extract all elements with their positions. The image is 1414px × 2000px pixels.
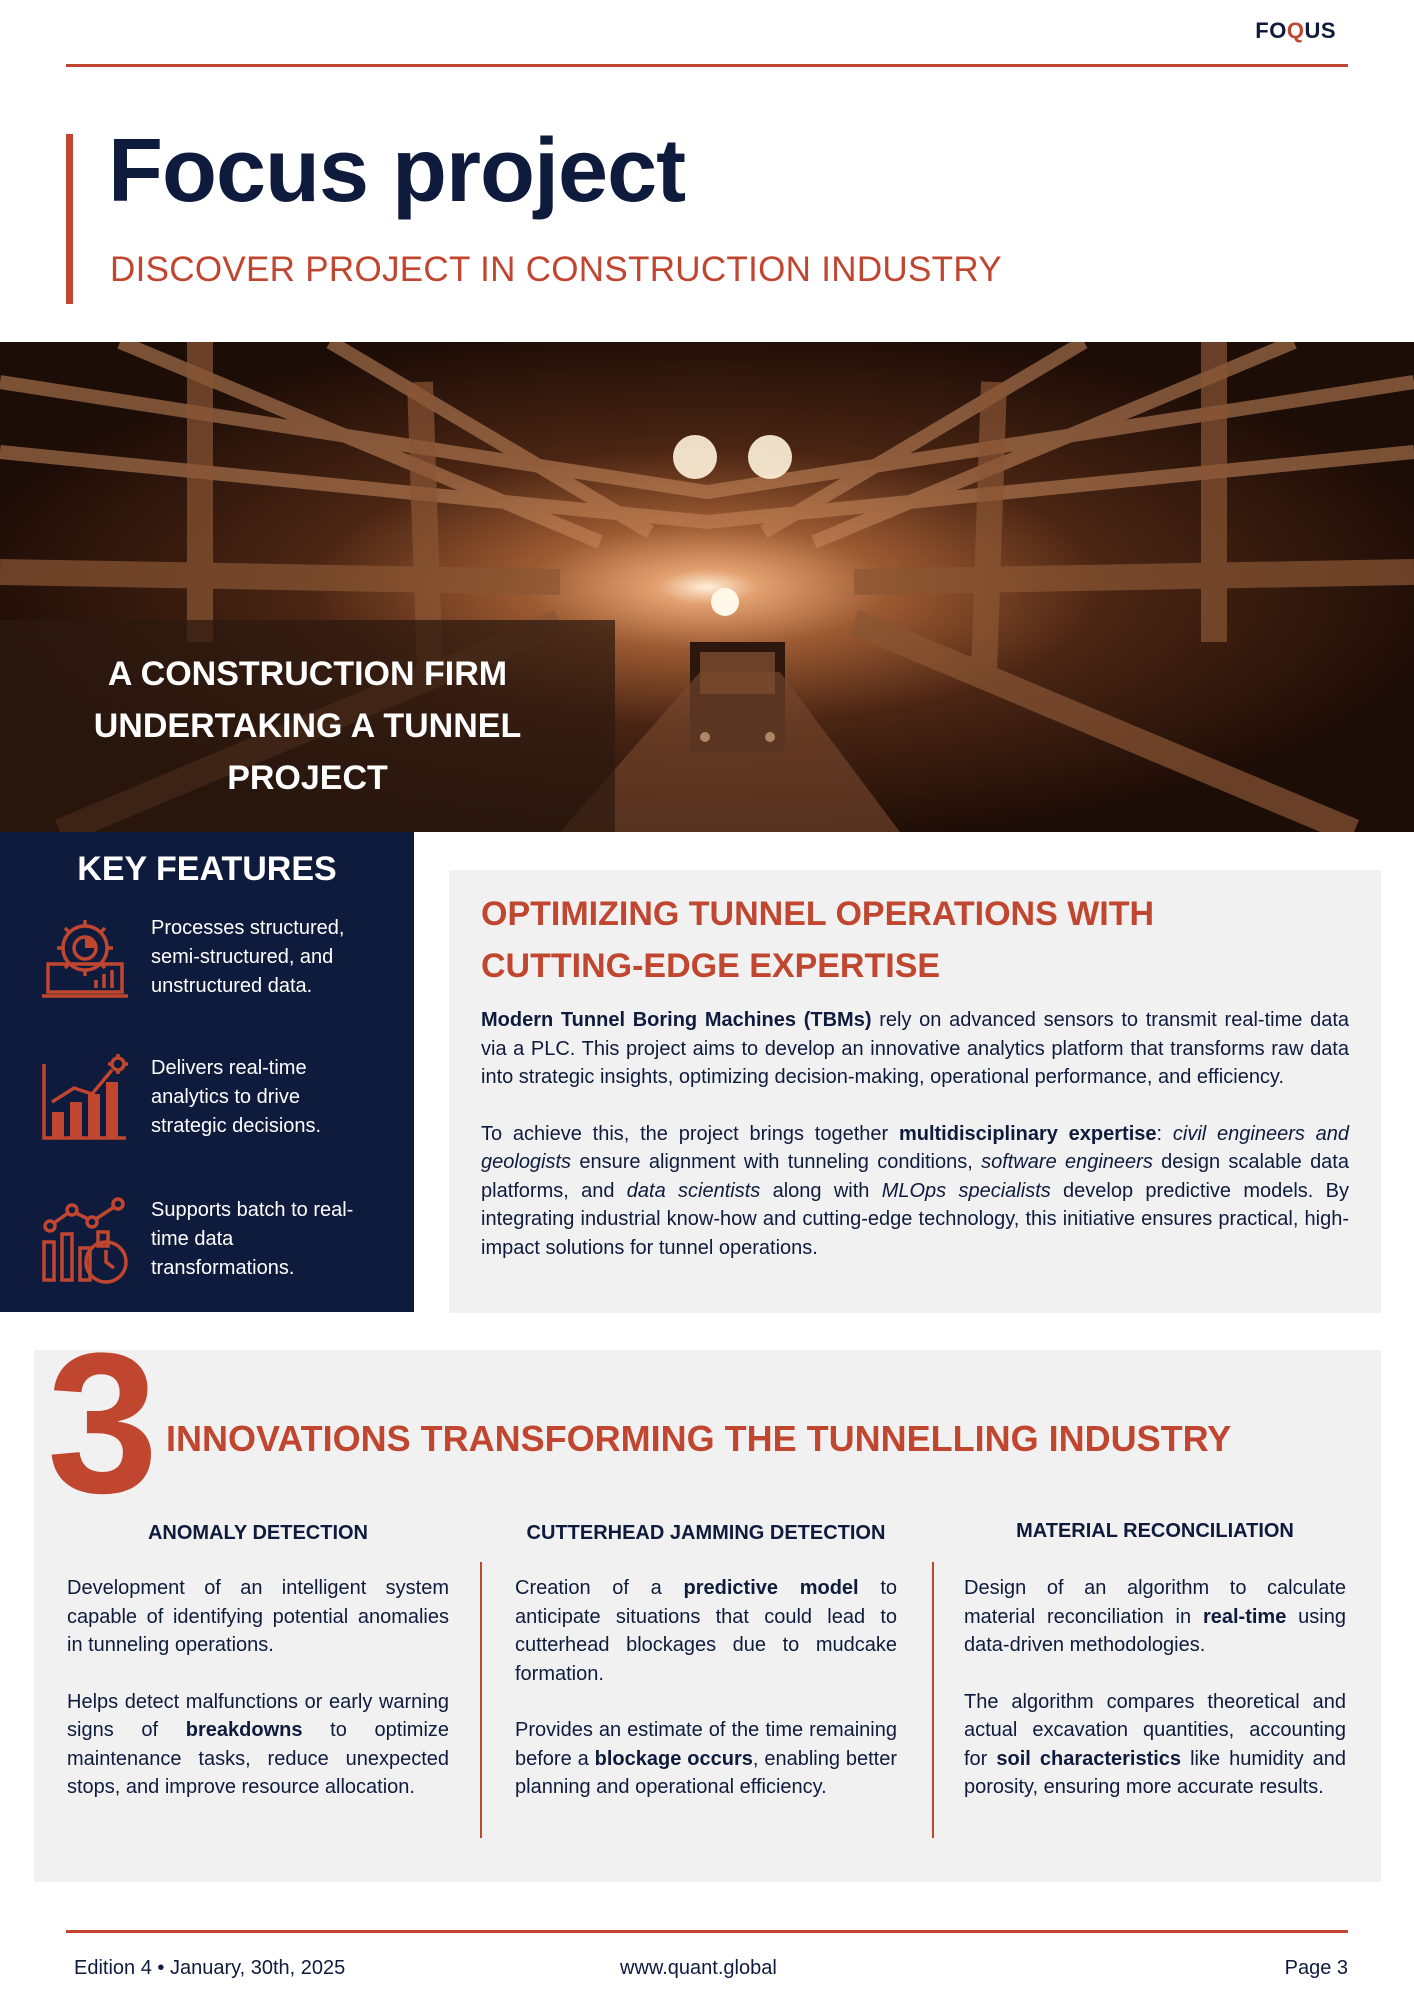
column-divider bbox=[480, 1562, 482, 1838]
hero-caption: A CONSTRUCTION FIRM UNDERTAKING A TUNNEL PROJECT bbox=[93, 655, 522, 797]
innovation-column-body: Development of an intelligent system capable of identifying potential anomalies in tunneling operations. Helps detect malfunctions or early warning signs of breakdowns to optimize maintenance tasks, reduce unexpected stops, and improve resource allocation. bbox=[67, 1577, 450, 1798]
key-feature-text: Delivers real-time analytics to drive strategic decisions. bbox=[151, 1057, 322, 1137]
optimizing-paragraph-2: To achieve this, the project brings together multidisciplinary expertise: civil engineers and geologists ensure alignment with tunneling conditions, software engineers design scalable data platforms, and data scientists along with MLOps specialists develop predictive models. By integrating industrial know-how and cutting-edge technology, this initiative ensures practical, high-impact solutions for tunnel operations. bbox=[481, 1122, 1350, 1259]
key-feature-item bbox=[40, 1196, 380, 1306]
innovation-column-title: MATERIAL RECONCILIATION bbox=[1016, 1520, 1294, 1542]
innovations-panel bbox=[34, 1312, 1381, 1882]
footer-edition: Edition 4 • January, 30th, 2025 bbox=[74, 1957, 346, 1979]
footer-page-number: Page 3 bbox=[1284, 1957, 1348, 1979]
key-features-panel bbox=[0, 832, 414, 1312]
key-feature-item bbox=[40, 1054, 380, 1164]
key-feature-item bbox=[40, 914, 380, 1024]
gear-laptop-chart-icon bbox=[40, 914, 130, 1004]
innovations-number: 3 bbox=[47, 1312, 159, 1535]
optimizing-body bbox=[481, 1006, 1349, 1262]
innovation-column-body: Design of an algorithm to calculate material reconciliation in real-time using data-driven methodologies. The algorithm compares theoretical and actual excavation quantities, accounting for soil characteristics like humidity and porosity, ensuring more accurate results. bbox=[964, 1577, 1346, 1798]
optimizing-paragraph-1: Modern Tunnel Boring Machines (TBMs) rely on advanced sensors to transmit real-time data via a PLC. This project aims to develop an innovative analytics platform that transforms raw data into strategic insights, optimizing decision-making, operational performance, and efficiency. bbox=[481, 1009, 1349, 1088]
hero-caption-box bbox=[0, 620, 615, 832]
footer-website-link[interactable]: www.quant.global bbox=[620, 1957, 777, 1979]
optimizing-title: OPTIMIZING TUNNEL OPERATIONS WITH CUTTING-EDGE EXPERTISE bbox=[481, 895, 1155, 985]
innovation-column-body: Creation of a predictive model to anticipate situations that could lead to cutterhead blockages due to mudcake formation. Provides an estimate of the time remaining before a blockage occurs, enabling better planning and operational efficiency. bbox=[515, 1577, 898, 1798]
key-features-title: KEY FEATURES bbox=[77, 850, 337, 888]
focus-logo: FOQUS bbox=[1255, 18, 1336, 43]
bottom-divider bbox=[66, 1930, 1348, 1933]
optimizing-panel bbox=[449, 870, 1381, 1313]
chart-clock-icon bbox=[40, 1196, 130, 1286]
innovation-column-title: CUTTERHEAD JAMMING DETECTION bbox=[526, 1522, 886, 1544]
page-title: Focus project bbox=[108, 121, 686, 221]
innovation-column-title: ANOMALY DETECTION bbox=[147, 1522, 369, 1544]
title-accent-bar bbox=[66, 134, 73, 304]
key-feature-text: Supports batch to real-time data transformations. bbox=[151, 1199, 354, 1279]
key-feature-text: Processes structured, semi-structured, and unstructured data. bbox=[151, 917, 345, 997]
innovations-title: INNOVATIONS TRANSFORMING THE TUNNELLING INDUSTRY bbox=[166, 1418, 1232, 1459]
bar-chart-growth-icon bbox=[40, 1054, 130, 1144]
top-divider bbox=[66, 64, 1348, 67]
column-divider bbox=[932, 1562, 934, 1838]
page-subtitle: DISCOVER PROJECT IN CONSTRUCTION INDUSTRY bbox=[110, 250, 1002, 289]
